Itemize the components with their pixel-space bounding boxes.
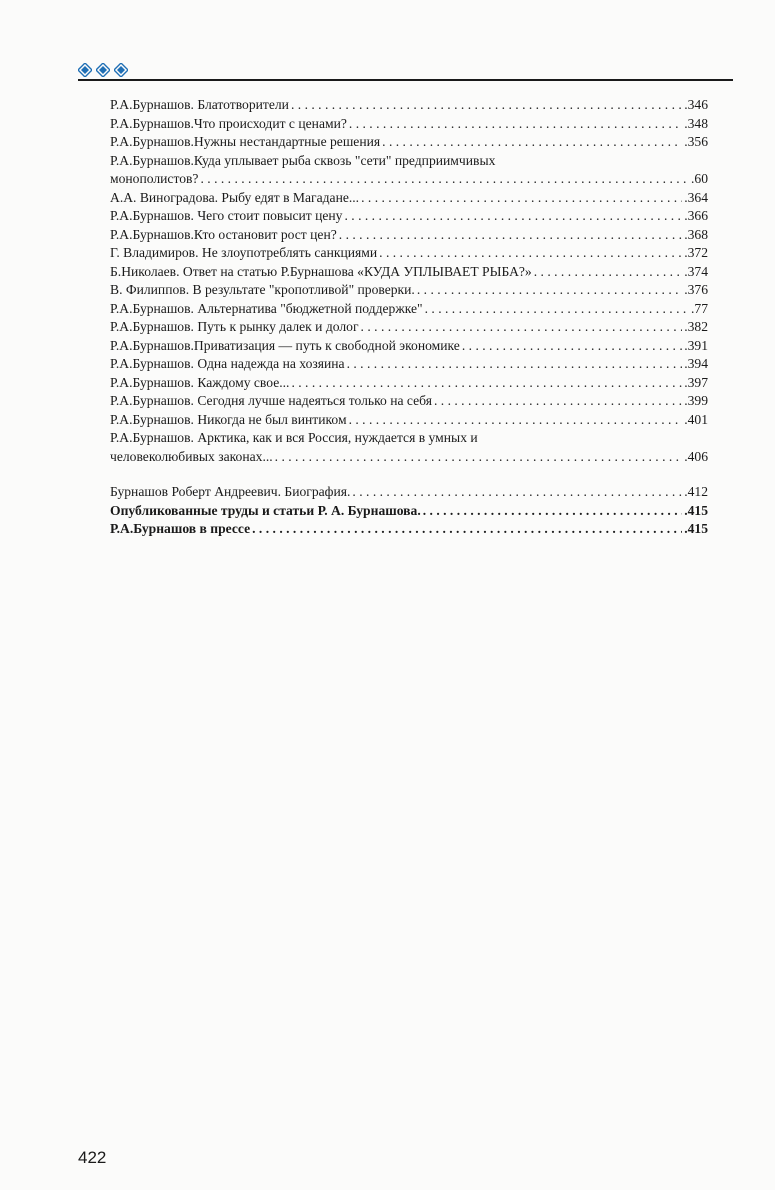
- toc-entry-page: .382: [684, 319, 708, 334]
- toc-entry-title-continued: человеколюбивых законах...: [110, 448, 273, 464]
- toc-entry-page: .376: [684, 282, 708, 297]
- toc-entry-page: .374: [684, 263, 708, 279]
- toc-entry-title: Р.А.Бурнашов. Одна надежда на хозяина: [110, 356, 345, 371]
- toc-entry-title: Р.А.Бурнашов.Кто остановит рост цен?: [110, 226, 337, 242]
- toc-entry: [110, 411, 708, 430]
- dot-leader: [361, 189, 682, 208]
- toc-entry-page: .415: [684, 502, 708, 518]
- toc-entry-page: .348: [684, 115, 708, 131]
- toc-entry-page: .397: [684, 374, 708, 390]
- toc-entry: [110, 133, 708, 152]
- toc-entry-title-continued: монополистов?: [110, 171, 199, 186]
- toc-entry: [110, 152, 708, 189]
- toc-entry-title: Р.А.Бурнашов. Путь к рынку далек и долог: [110, 319, 359, 334]
- toc-entry-title: А.А. Виноградова. Рыбу едят в Магадане...: [110, 189, 360, 205]
- toc-entry-title: Р.А.Бурнашов. Каждому свое...: [110, 374, 290, 390]
- dot-leader: [379, 244, 682, 263]
- toc-entry-title: Р.А.Бурнашов. Сегодня лучше надеяться только на себя: [110, 393, 432, 408]
- toc-entry-title: Р.А.Бурнашов.Куда уплывает рыба сквозь "сети" предприимчивых: [110, 152, 496, 168]
- toc-entry: [110, 337, 708, 356]
- toc-entry: [110, 281, 708, 300]
- toc-entry-title: Р.А.Бурнашов. Альтернатива "бюджетной поддержке": [110, 300, 423, 316]
- toc-entry-title: Р.А.Бурнашов. Никогда не был винтиком: [110, 411, 347, 427]
- toc-entry-page: .346: [684, 97, 708, 112]
- toc-entry-title: Р.А.Бурнашов. Арктика, как и вся Россия, нуждается в умных и: [110, 430, 478, 445]
- toc-entry: [110, 263, 708, 282]
- toc-entry: [110, 207, 708, 226]
- dot-leader: [462, 337, 682, 356]
- dot-leader: [382, 133, 682, 152]
- dot-leader: [423, 502, 682, 521]
- toc-entry: [110, 244, 708, 263]
- page-number: 422: [78, 1148, 107, 1167]
- toc-entry: [110, 300, 708, 319]
- dot-leader: [252, 520, 682, 539]
- toc-entry-page: .77: [691, 300, 708, 316]
- dot-leader: [534, 263, 682, 282]
- header-rule: [78, 79, 733, 81]
- toc-entry-page: .412: [684, 484, 708, 499]
- toc-entry: [110, 226, 708, 245]
- toc-entry-page: .364: [684, 189, 708, 205]
- toc-entry-title: Опубликованные труды и статьи Р. А. Бурнашова.: [110, 502, 421, 518]
- dot-leader: [417, 281, 682, 300]
- toc-entry: [110, 429, 708, 466]
- dot-leader: [425, 300, 689, 319]
- dot-leader: [291, 96, 682, 115]
- dot-leader: [339, 226, 682, 245]
- toc-entry: [110, 189, 708, 208]
- toc-entry-page: .356: [684, 134, 708, 149]
- toc-entry-page: .391: [684, 337, 708, 353]
- toc-entry-page: .406: [684, 448, 708, 464]
- toc-entry: [110, 115, 708, 134]
- toc-entry: [110, 96, 708, 115]
- toc-entry-title: Р.А.Бурнашов.Нужны нестандартные решения: [110, 134, 381, 149]
- toc-entry-page: .399: [684, 393, 708, 408]
- dot-leader: [434, 392, 682, 411]
- dot-leader: [349, 411, 683, 430]
- toc-entry-title: Р.А.Бурнашов. Блатотворители: [110, 97, 289, 112]
- toc-entry-page: .394: [684, 356, 708, 371]
- dot-leader: [344, 207, 682, 226]
- diamond-ornament-icon: [114, 63, 128, 77]
- toc-entry: [110, 355, 708, 374]
- toc-entry-page: .60: [691, 171, 708, 186]
- toc-entry-title: Бурнашов Роберт Андреевич. Биография.: [110, 484, 351, 499]
- toc-entry-page: .368: [684, 226, 708, 242]
- toc-entry: [110, 392, 708, 411]
- dot-leader: [275, 448, 683, 467]
- toc-entry-title: Р.А.Бурнашов. Чего стоит повысит цену: [110, 208, 343, 223]
- header-ornament: [78, 63, 128, 77]
- dot-leader: [361, 318, 683, 337]
- toc-entry-title: В. Филиппов. В результате "кропотливой" проверки.: [110, 282, 415, 297]
- toc-entry-title: Г. Владимиров. Не злоупотреблять санкциями: [110, 245, 378, 260]
- toc-entry-title: Р.А.Бурнашов.Что происходит с ценами?: [110, 115, 347, 131]
- toc-entry-title: Б.Николаев. Ответ на статью Р.Бурнашова «КУДА УПЛЫВАЕТ РЫБА?»: [110, 263, 532, 279]
- toc-entry-page: .401: [684, 411, 708, 427]
- toc-entry-page: .366: [684, 208, 708, 223]
- dot-leader: [352, 483, 682, 502]
- toc-entry-page: .415: [684, 521, 708, 536]
- toc-appendix-entry: [110, 520, 708, 539]
- toc-appendix-entry: [110, 483, 708, 502]
- toc-entry-page: .372: [684, 245, 708, 260]
- toc-entry: [110, 318, 708, 337]
- dot-leader: [291, 374, 682, 393]
- toc-entry: [110, 374, 708, 393]
- dot-leader: [347, 355, 683, 374]
- dot-leader: [349, 115, 682, 134]
- diamond-ornament-icon: [96, 63, 110, 77]
- toc-entry-title: Р.А.Бурнашов в прессе: [110, 521, 251, 536]
- dot-leader: [200, 170, 689, 189]
- table-of-contents: [110, 96, 708, 539]
- toc-appendix-entry: [110, 502, 708, 521]
- section-gap: [110, 466, 708, 483]
- diamond-ornament-icon: [78, 63, 92, 77]
- toc-entry-title: Р.А.Бурнашов.Приватизация — путь к свободной экономике: [110, 337, 460, 353]
